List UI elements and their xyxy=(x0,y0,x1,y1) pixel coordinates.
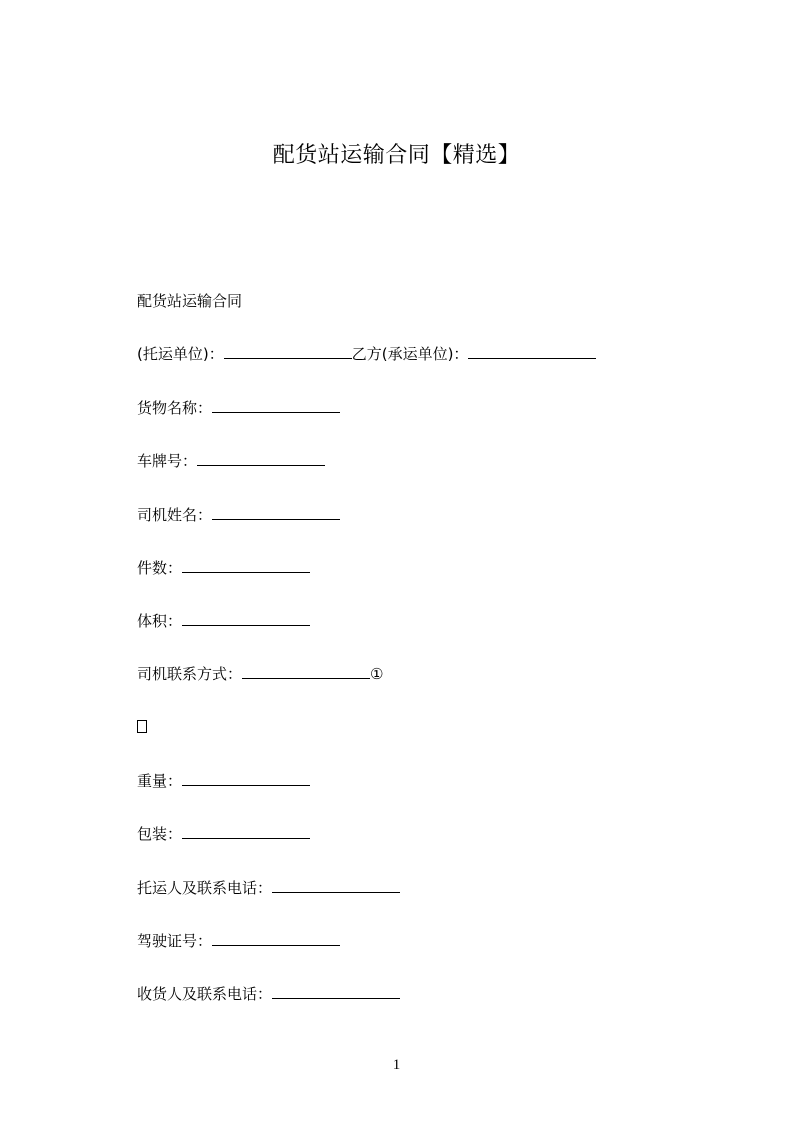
volume-line xyxy=(137,611,310,631)
party-a-blank xyxy=(224,344,352,359)
weight-line xyxy=(137,771,310,791)
driver-name-blank xyxy=(212,505,340,520)
packaging-line xyxy=(137,824,310,844)
license-number-line xyxy=(137,931,340,951)
packaging-label: 包装： xyxy=(137,825,183,843)
page-number: 1 xyxy=(392,1057,401,1073)
plate-number-blank xyxy=(197,451,325,466)
party-line xyxy=(137,344,596,364)
missing-glyph-line xyxy=(137,717,147,737)
plate-number-label: 车牌号： xyxy=(137,452,198,470)
driver-name-label: 司机姓名： xyxy=(137,506,213,524)
piece-count-blank xyxy=(182,558,310,573)
document-title: 配货站运输合同【精选】 xyxy=(272,143,521,168)
volume-blank xyxy=(182,611,310,626)
packaging-blank xyxy=(182,824,310,839)
volume-label: 体积： xyxy=(137,612,183,630)
driver-contact-label: 司机联系方式： xyxy=(137,665,243,683)
shipper-contact-label: 托运人及联系电话： xyxy=(137,879,273,897)
weight-label: 重量： xyxy=(137,772,183,790)
party-a-label: (托运单位)： xyxy=(137,345,224,363)
contract-subtitle: 配货站运输合同 xyxy=(137,292,243,310)
piece-count-line xyxy=(137,558,310,578)
shipper-contact-blank xyxy=(272,878,400,893)
party-b-label: 乙方(承运单位)： xyxy=(351,345,469,363)
shipper-contact-line xyxy=(137,878,400,898)
driver-contact-blank xyxy=(242,664,370,679)
circled-one-mark: ① xyxy=(370,665,384,683)
goods-name-label: 货物名称： xyxy=(137,399,213,417)
party-b-blank xyxy=(468,344,596,359)
consignee-contact-label: 收货人及联系电话： xyxy=(137,985,273,1003)
plate-number-line xyxy=(137,451,325,471)
license-number-blank xyxy=(212,931,340,946)
consignee-contact-blank xyxy=(272,984,400,999)
piece-count-label: 件数： xyxy=(137,559,183,577)
consignee-contact-line xyxy=(137,984,400,1004)
goods-name-line xyxy=(137,398,340,418)
driver-name-line xyxy=(137,505,340,525)
driver-contact-line xyxy=(137,664,383,684)
license-number-label: 驾驶证号： xyxy=(137,932,213,950)
goods-name-blank xyxy=(212,398,340,413)
missing-glyph-box-icon xyxy=(137,720,147,733)
weight-blank xyxy=(182,771,310,786)
